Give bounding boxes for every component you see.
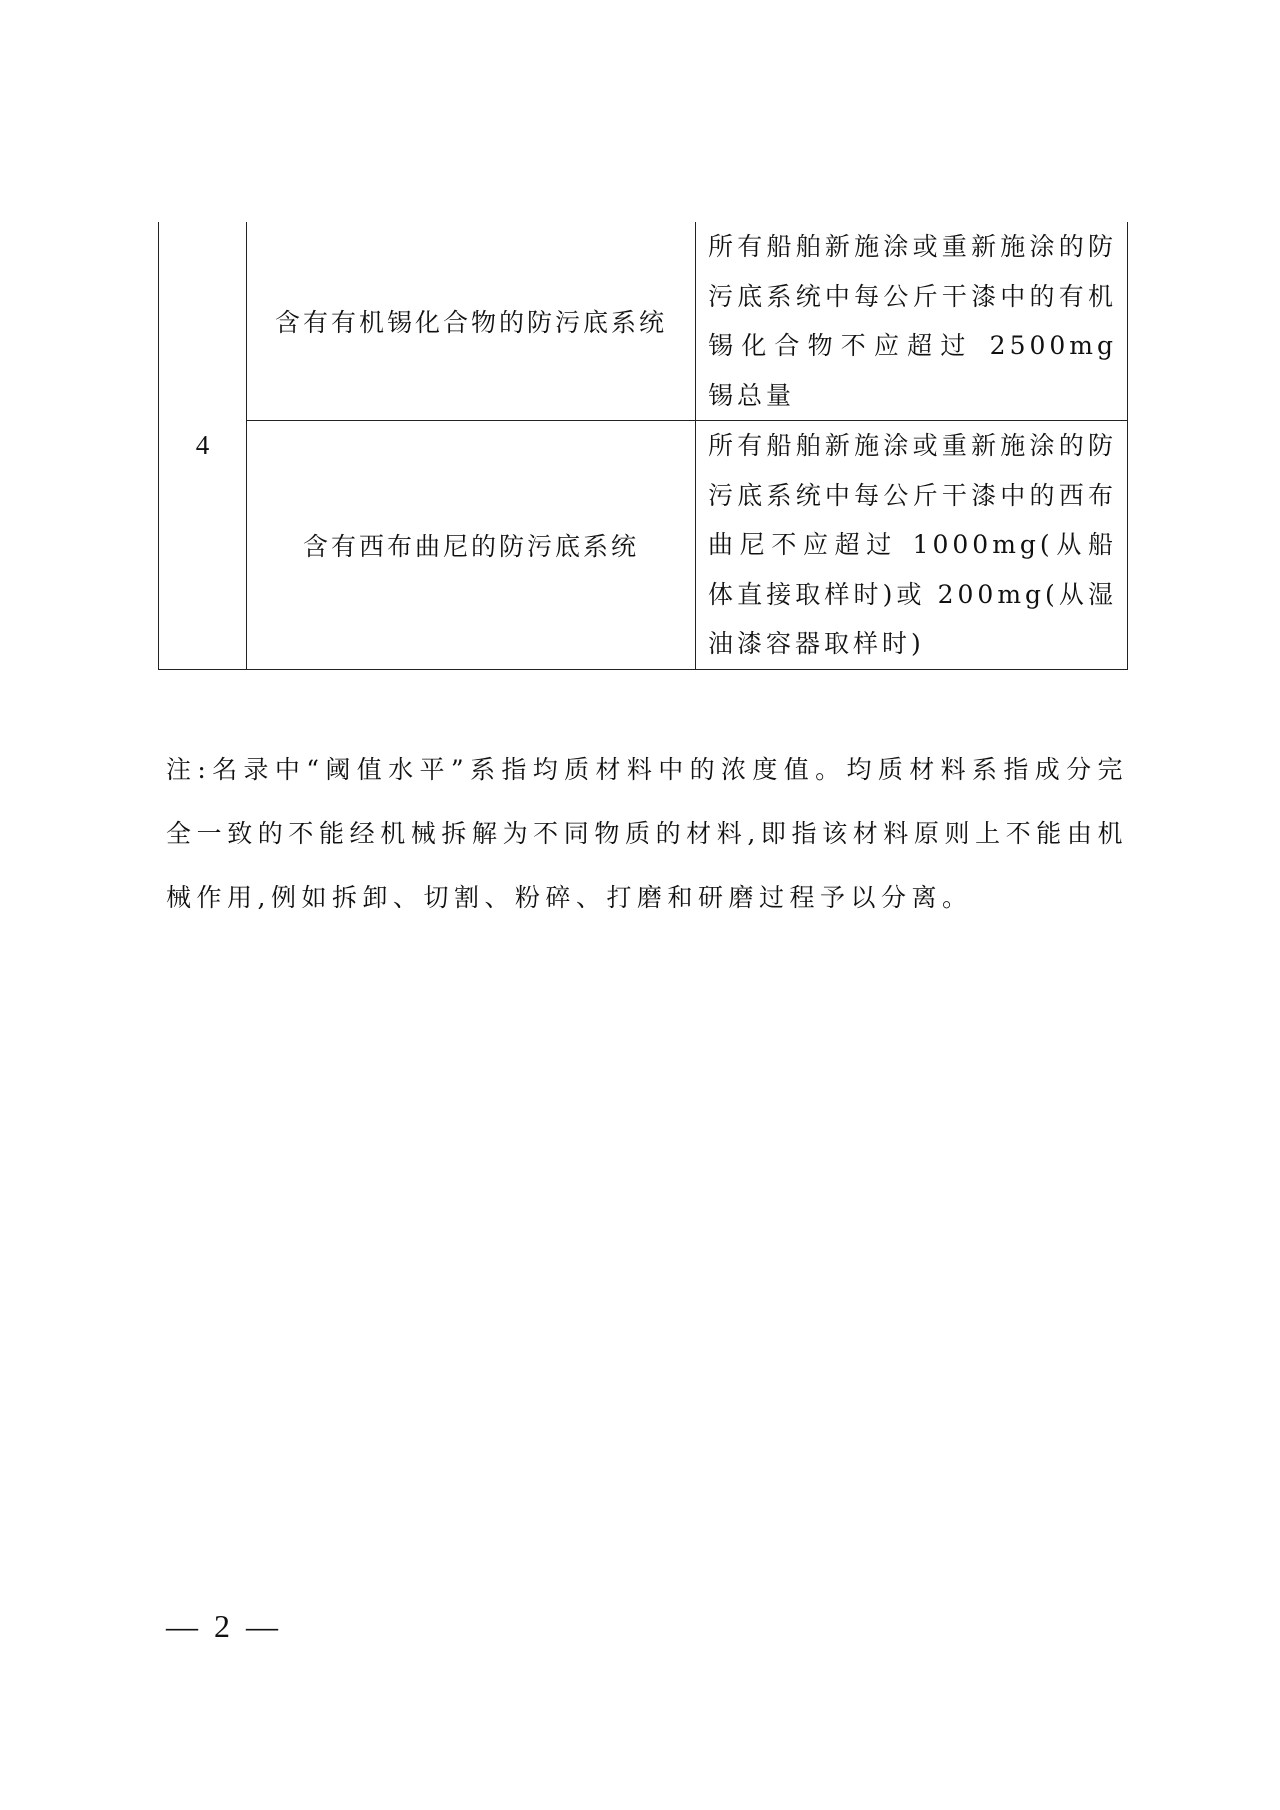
page-number: — 2 — <box>166 1608 282 1644</box>
substance-cell: 含有西布曲尼的防污底系统 <box>247 421 696 670</box>
threshold-cell: 所有船舶新施涂或重新施涂的防污底系统中每公斤干漆中的西布曲尼不应超过 1000mg(从船体直接取样时)或 200mg(从湿油漆容器取样时) <box>696 421 1128 670</box>
table-row <box>159 222 1128 421</box>
table-note: 注:名录中“阈值水平”系指均质材料中的浓度值。均质材料系指成分完全一致的不能经机械拆解为不同物质的材料,即指该材料原则上不能由机械作用,例如拆卸、切割、粉碎、打磨和研磨过程予以分离。 <box>166 755 1128 912</box>
substance-cell: 含有有机锡化合物的防污底系统 <box>247 222 696 421</box>
group-number-cell: 4 <box>159 222 247 669</box>
table-row <box>159 421 1128 670</box>
hazardous-materials-table <box>158 222 1128 670</box>
threshold-cell: 所有船舶新施涂或重新施涂的防污底系统中每公斤干漆中的有机锡化合物不应超过 2500mg 锡总量 <box>696 222 1128 421</box>
